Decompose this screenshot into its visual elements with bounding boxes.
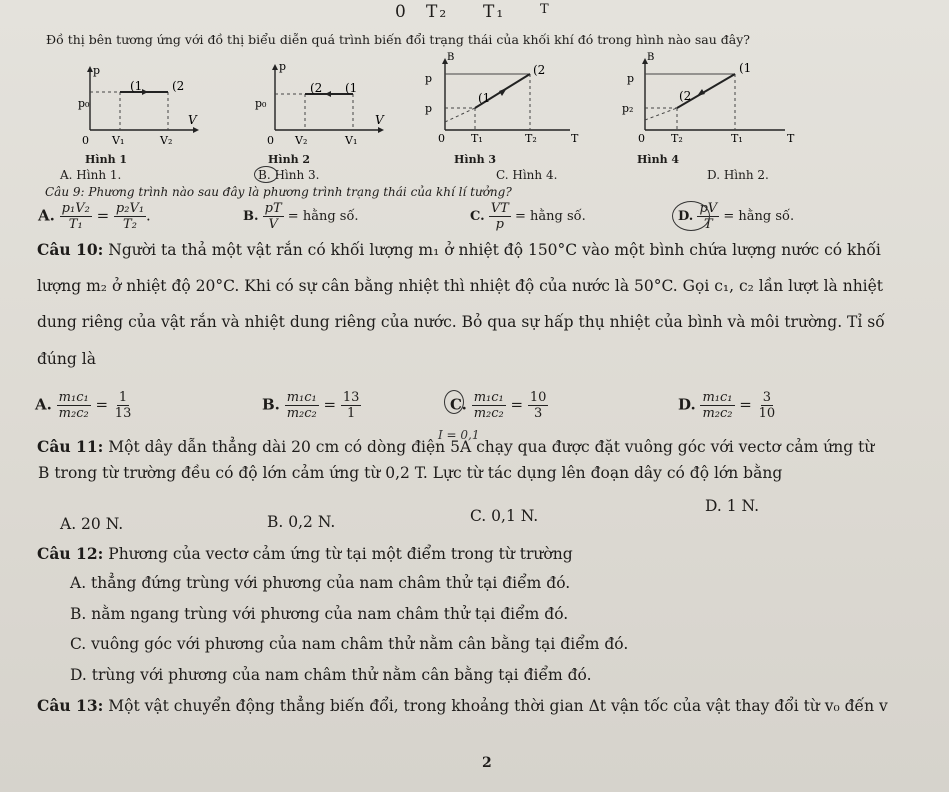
q10-option-b[interactable]: B. $\frac{\text{m₁c₁}}{\text{m₂c₂}}$ = $\frac{13}{1}$ (262, 390, 360, 421)
q9-text: Câu 9: Phương trình nào sau đây là phương trình trạng thái của khí lí tưởng? (45, 185, 512, 199)
top-axis-t1: T₁ (483, 2, 506, 22)
intro-text: Đồ thị bên tương ứng với đồ thị biểu diễn quá trình biến đổi trạng thái của khối khí đó trong hình nào sau đây? (46, 32, 750, 47)
fig4-level: p₂ (622, 102, 634, 115)
q9-option-d[interactable]: D. $\frac{pV}{T}$ = hằng số. (678, 201, 795, 232)
q11-option-a[interactable]: A. 20 N. (60, 515, 124, 533)
fig4-pt2: (1 (739, 61, 752, 75)
q10-line-4: đúng là (37, 350, 96, 368)
figure-3 (425, 52, 579, 145)
q10-line-1: Câu 10: Người ta thả một vật rắn có khối lượng m₁ ở nhiệt độ 150°C vào một bình chứa lượng nước có khối (37, 240, 881, 259)
top-axis-t: T (540, 2, 551, 17)
fig1-tick2: V₂ (160, 134, 173, 147)
fig2-tick2: V₁ (345, 134, 358, 147)
fig3-origin: 0 (438, 132, 445, 145)
fig2-axis-y: p (279, 60, 287, 73)
fig1-pt2: (2 (172, 79, 185, 93)
q10-option-a[interactable]: A. $\frac{\text{m₁c₁}}{\text{m₂c₂}}$ = $\frac{1}{13}$ (35, 390, 132, 421)
q10-line-2: lượng m₂ ở nhiệt độ 20°C. Khi có sự cân bằng nhiệt thì nhiệt độ của nước là 50°C. Gọi c₁, c₂ lần lượt là nhiệt (37, 277, 884, 295)
q11-option-d[interactable]: D. 1 N. (705, 497, 760, 515)
q12-option-a[interactable]: A. thẳng đứng trùng với phương của nam châm thử tại điểm đó. (70, 574, 571, 592)
fig3-tick2: T₂ (525, 132, 537, 145)
fig2-pt2: (1 (345, 81, 358, 95)
q8-option-d[interactable]: D. Hình 2. (707, 168, 769, 182)
fig4-axis-x: T (787, 132, 795, 145)
fig3-tick1: T₁ (471, 132, 483, 145)
fig4-origin: 0 (638, 132, 645, 145)
handwritten-note: I = 0,1 (438, 428, 480, 442)
svg-text:0: 0 (82, 134, 89, 147)
fig1-axis-x: V (188, 113, 197, 127)
fig4-tick2: T₁ (731, 132, 743, 145)
fig4-pt1: (2 (679, 89, 692, 103)
q10-option-c[interactable]: C. $\frac{\text{m₁c₁}}{\text{m₂c₂}}$ = $\frac{10}{3}$ (450, 390, 547, 421)
page-number: 2 (482, 755, 492, 771)
fig2-tick1: V₂ (295, 134, 308, 147)
fig4-tick1: T₂ (671, 132, 683, 145)
q10-option-d[interactable]: D. $\frac{\text{m₁c₁}}{\text{m₂c₂}}$ = $\frac{3}{10}$ (678, 390, 776, 421)
fig3-axis-y: p (425, 72, 433, 85)
caption-hinh-1: Hình 1 (85, 153, 128, 166)
q11-line-2: B trong từ trường đều có độ lớn cảm ứng từ 0,2 T. Lực từ tác dụng lên đoạn dây có độ lớn bằng (38, 464, 783, 482)
caption-hinh-3: Hình 3 (454, 153, 497, 166)
q11-line-1: Câu 11: Một dây dẫn thẳng dài 20 cm có dòng điện 5A chạy qua được đặt vuông góc với vectơ cảm ứng từ (37, 437, 875, 456)
fig1-tick1: V₁ (112, 134, 125, 147)
q12-option-b[interactable]: B. nằm ngang trùng với phương của nam châm thử tại điểm đó. (70, 605, 569, 623)
q12-option-c[interactable]: C. vuông góc với phương của nam châm thử nằm cân bằng tại điểm đó. (70, 635, 629, 653)
top-axis-t2: T₂ (426, 2, 449, 22)
q13-line-1: Câu 13: Một vật chuyển động thẳng biến đổi, trong khoảng thời gian Δt vận tốc của vật thay đổi từ v₀ đến v (37, 696, 888, 715)
svg-text:0: 0 (267, 134, 274, 147)
caption-hinh-2: Hình 2 (268, 153, 311, 166)
svg-text:p: p (425, 102, 433, 115)
fig1-axis-y: p (93, 64, 101, 77)
q11-option-b[interactable]: B. 0,2 N. (267, 513, 336, 531)
fig3-axis-x: T (571, 132, 579, 145)
q8-answer-mark (254, 166, 278, 183)
figures-svg (80, 52, 810, 162)
fig1-level: p₀ (78, 97, 90, 110)
fig1-pt1: (1 (130, 79, 143, 93)
fig2-level: p₀ (255, 97, 267, 110)
q9-option-c[interactable]: C. $\frac{VT}{p}$ = hằng số. (470, 201, 586, 232)
figure-4 (622, 52, 795, 145)
q12-option-d[interactable]: D. trùng với phương của nam châm thử nằm cân bằng tại điểm đó. (70, 666, 592, 684)
q9-answer-mark (672, 201, 710, 231)
q9-option-a[interactable]: A. $\frac{\text{p₁V₂}}{\text{T₁}}$ = $\frac{\text{p₂V₁}}{\text{T₂}}$ . (38, 201, 151, 232)
caption-hinh-4: Hình 4 (637, 153, 680, 166)
svg-text:B: B (447, 52, 455, 63)
fig3-pt2: (2 (533, 63, 546, 77)
q9-option-b[interactable]: B. $\frac{pT}{V}$ = hằng số. (243, 201, 359, 232)
q8-option-c[interactable]: C. Hình 4. (496, 168, 558, 182)
figure-2 (255, 60, 385, 147)
q11-option-c[interactable]: C. 0,1 N. (470, 507, 539, 525)
top-axis-origin: 0 (395, 2, 408, 22)
svg-text:B: B (647, 52, 655, 63)
fig4-axis-y: p (627, 72, 635, 85)
fig2-axis-x: V (375, 113, 384, 127)
q12-line-1: Câu 12: Phương của vectơ cảm ứng từ tại một điểm trong từ trường (37, 544, 573, 563)
q8-option-b[interactable]: B. Hình 3. (258, 168, 320, 182)
fig3-pt1: (1 (478, 91, 491, 105)
figure-1 (78, 64, 199, 147)
fig2-pt1: (2 (310, 81, 323, 95)
q8-option-a[interactable]: A. Hình 1. (60, 168, 122, 182)
q10-answer-mark (444, 390, 464, 414)
q10-line-3: dung riêng của vật rắn và nhiệt dung riêng của nước. Bỏ qua sự hấp thụ nhiệt của bình và môi trường. Tỉ số (37, 313, 885, 331)
